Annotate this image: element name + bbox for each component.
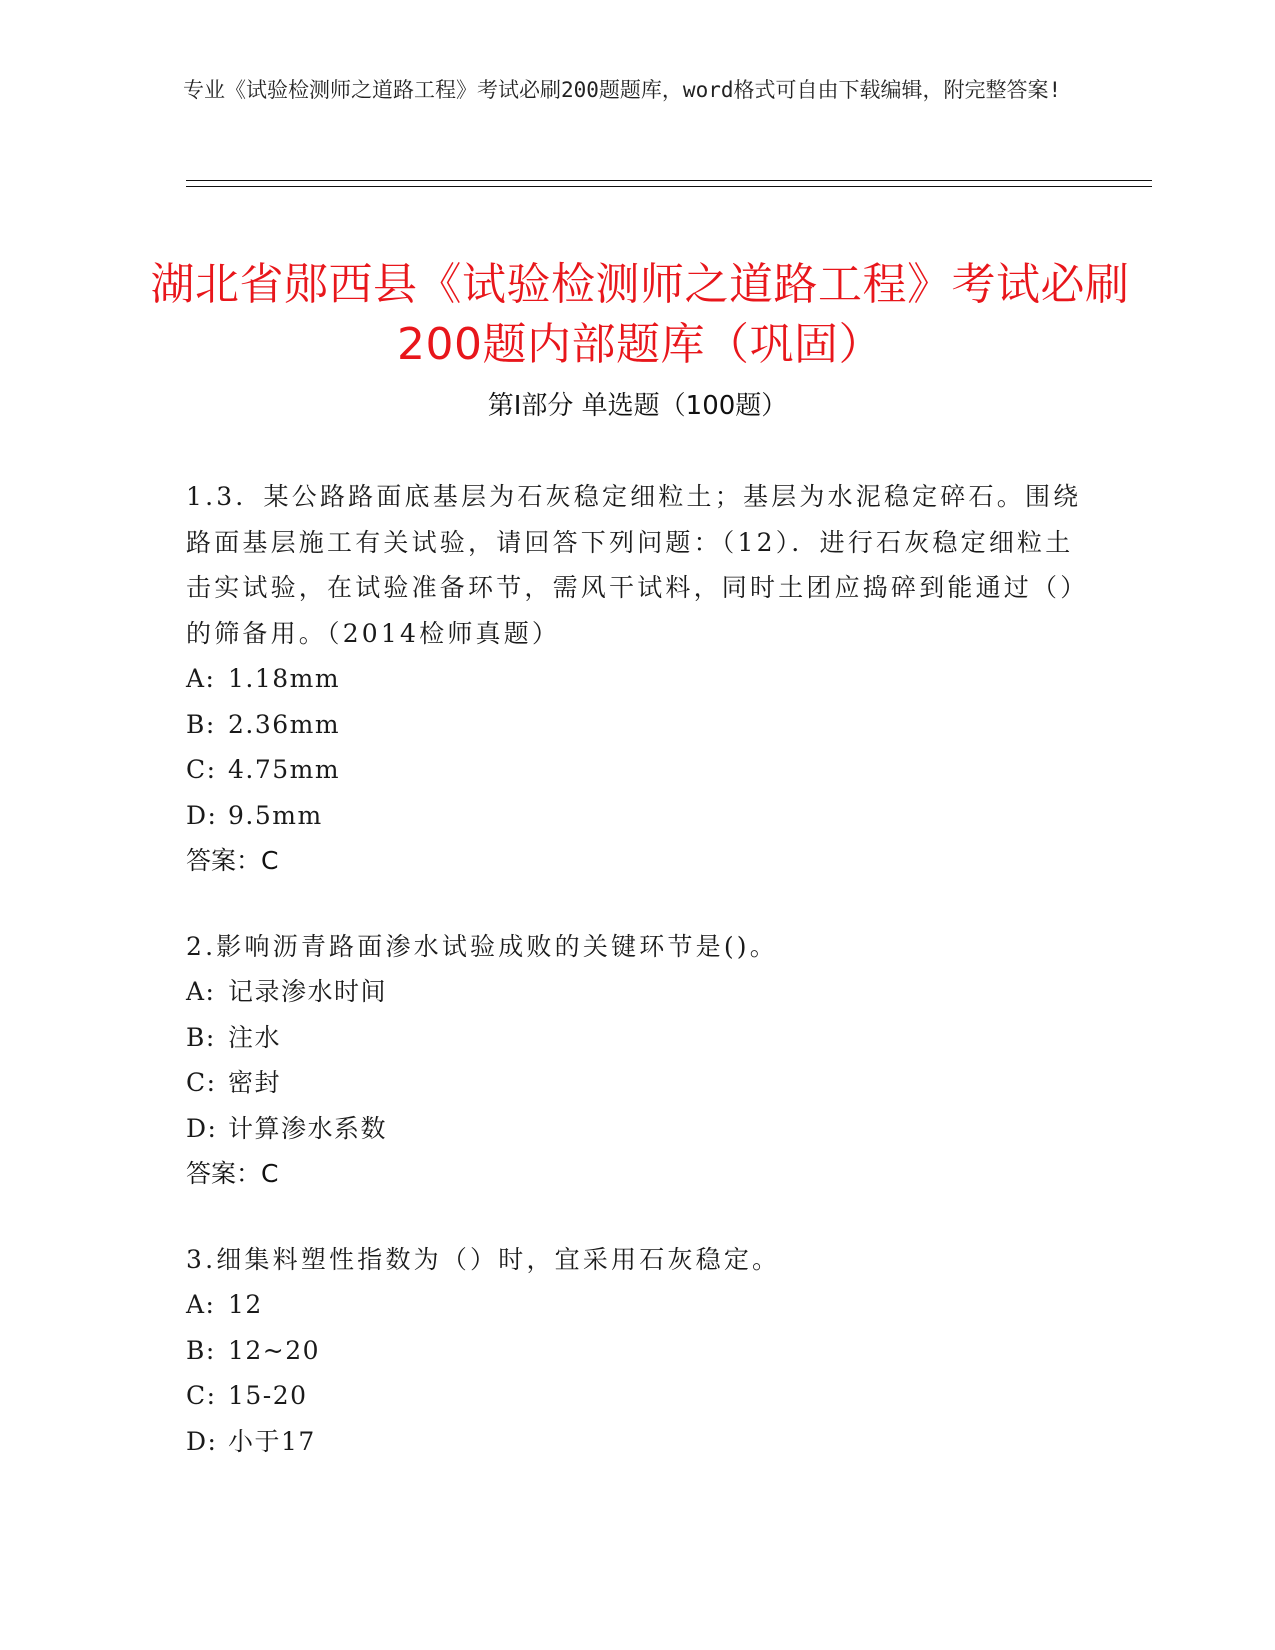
option-text: 1.18mm — [228, 664, 341, 693]
question-2 — [186, 924, 1086, 1197]
section-heading: 第Ⅰ部分 单选题（100题） — [487, 391, 788, 421]
option-text: 4.75mm — [228, 755, 341, 784]
option-text: 小于17 — [228, 1426, 316, 1456]
option-key: B: — [186, 709, 216, 739]
option-d — [186, 793, 1086, 839]
header-note: 专业《试验检测师之道路工程》考试必刷200题题库，word格式可自由下载编辑，附完整答案! — [183, 78, 1062, 102]
question-list — [186, 474, 1086, 1504]
option-key: D: — [186, 1113, 218, 1143]
question-stem: 2.影响沥青路面渗水试验成败的关键环节是()。 — [186, 931, 778, 961]
option-d — [186, 1419, 1086, 1465]
option-a — [186, 1282, 1086, 1328]
option-key: B: — [186, 1022, 216, 1052]
option-key: A: — [186, 977, 216, 1006]
document-title: 湖北省郧西县《试验检测师之道路工程》考试必刷200题内部题库（巩固） — [150, 259, 1130, 371]
option-text: 9.5mm — [228, 800, 323, 830]
option-a — [186, 656, 1086, 702]
option-text: 15-20 — [228, 1381, 308, 1410]
option-b — [186, 1328, 1086, 1374]
option-text: 计算渗水系数 — [228, 1113, 388, 1143]
option-key: C: — [186, 755, 217, 784]
option-b — [186, 702, 1086, 748]
option-text: 记录渗水时间 — [228, 977, 388, 1006]
option-key: A: — [186, 664, 216, 693]
option-key: C: — [186, 1068, 217, 1097]
header-divider-top — [186, 180, 1152, 181]
option-text: 密封 — [228, 1068, 282, 1097]
option-key: B: — [186, 1335, 216, 1365]
answer-line: 答案：C — [186, 846, 279, 875]
question-stem: 1.3．某公路路面底基层为石灰稳定细粒土；基层为水泥稳定碎石。围绕路面基层施工有关试验，请回答下列问题：（12）．进行石灰稳定细粒土击实试验，在试验准备环节，需风干试料，同时土团应捣碎到能通过（）的筛备用。（2014检师真题） — [186, 482, 1082, 648]
option-text: 12 — [228, 1290, 263, 1319]
option-c — [186, 747, 1086, 793]
option-d — [186, 1106, 1086, 1152]
question-stem: 3.细集料塑性指数为（）时，宜采用石灰稳定。 — [186, 1244, 781, 1274]
option-text: 2.36mm — [228, 709, 341, 739]
option-key: D: — [186, 800, 218, 830]
header-divider-bottom — [186, 186, 1152, 187]
answer-line: 答案：C — [186, 1159, 279, 1188]
option-key: D: — [186, 1426, 218, 1456]
question-1 — [186, 474, 1086, 884]
question-3 — [186, 1237, 1086, 1465]
option-key: A: — [186, 1290, 216, 1319]
option-b — [186, 1015, 1086, 1061]
option-key: C: — [186, 1381, 217, 1410]
option-text: 注水 — [228, 1022, 282, 1052]
option-c — [186, 1060, 1086, 1106]
option-text: 12~20 — [228, 1335, 321, 1365]
option-a — [186, 969, 1086, 1015]
option-c — [186, 1373, 1086, 1419]
